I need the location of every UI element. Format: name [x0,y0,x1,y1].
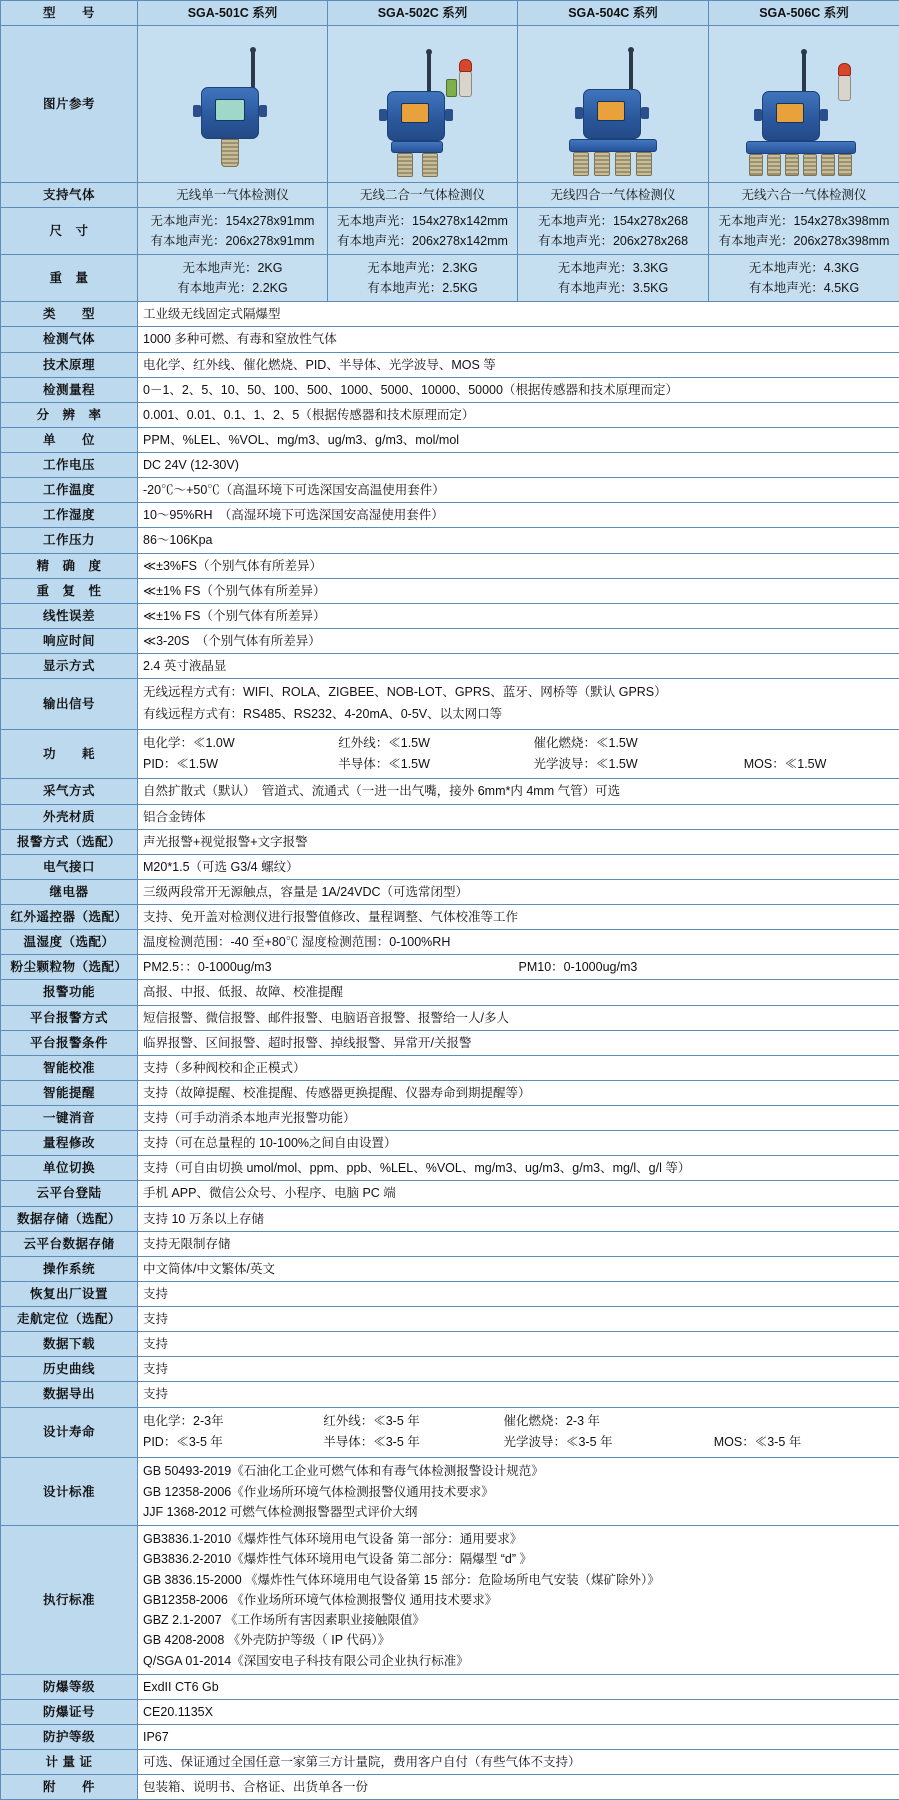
row-label-relay: 继电器 [1,879,138,904]
row-value-cloud-storage: 支持无限制存储 [138,1231,899,1256]
row-label-ir-remote: 红外遥控器（选配） [1,905,138,930]
row-label-display: 显示方式 [1,654,138,679]
power-blank1 [744,733,894,754]
table-row-smart-reminder [1,1080,899,1105]
table-row-platform-alarm-mode [1,1005,899,1030]
row-label-platform-alarm-mode: 平台报警方式 [1,1005,138,1030]
row-label-unit: 单 位 [1,427,138,452]
row-value-range-modify: 支持（可在总量程的 10-100%之间自由设置） [138,1131,899,1156]
table-row-cloud-login [1,1181,899,1206]
row-label-response-time: 响应时间 [1,628,138,653]
row-label-metrology-cert: 计 量 证 [1,1750,138,1775]
row-value-humidity: 10～95%RH （高湿环境下可选深国安高湿使用套件） [138,503,899,528]
table-row-sampling [1,779,899,804]
row-label-repeatability: 重 复 性 [1,578,138,603]
row-value-principle: 电化学、红外线、催化燃烧、PID、半导体、光学波导、MOS 等 [138,352,899,377]
dust-pm25: PM2.5：：0-1000ug/m3 [143,958,519,976]
weight-501c-line1: 无本地声光：2KG [143,258,322,278]
table-row-unit-switch [1,1156,899,1181]
row-label-dust: 粉尘颗粒物（选配） [1,955,138,980]
table-row-humidity [1,503,899,528]
product-image-506c [709,26,899,183]
row-value-ex-cert: CE20.1135X [138,1699,899,1724]
table-row-electrical-port [1,854,899,879]
table-row-temp-humidity-option [1,930,899,955]
row-label-model: 型 号 [1,1,138,26]
row-value-ip-rating: IP67 [138,1725,899,1750]
table-row-repeatability [1,578,899,603]
row-value-cloud-login: 手机 APP、微信公众号、小程序、电脑 PC 端 [138,1181,899,1206]
life-infrared: 红外线：≪3-5 年 [323,1411,503,1433]
row-value-data-export: 支持 [138,1382,899,1407]
exec-standard-1: GB3836.1-2010《爆炸性气体环境用电气设备 第一部分：通用要求》 [143,1529,894,1549]
row-label-accessories: 附 件 [1,1775,138,1800]
detector-illustration-quad [533,29,693,179]
table-row-display [1,654,899,679]
gas-support-501c: 无线单一气体检测仪 [138,183,328,208]
table-row-linearity [1,603,899,628]
table-row-pressure [1,528,899,553]
row-value-output-signal [138,679,899,730]
product-image-502c [328,26,518,183]
row-label-platform-alarm-condition: 平台报警条件 [1,1030,138,1055]
table-row-gps [1,1307,899,1332]
row-label-factory-reset: 恢复出厂设置 [1,1281,138,1306]
row-value-dust [138,955,899,980]
row-label-cloud-login: 云平台登陆 [1,1181,138,1206]
power-catalytic: 催化燃烧：≪1.5W [534,733,744,754]
table-row-voltage [1,453,899,478]
row-label-alarm-mode: 报警方式（选配） [1,829,138,854]
row-value-range: 0－1、2、5、10、50、100、500、1000、5000、10000、50000（根据传感器和技术原理而定） [138,377,899,402]
row-label-ip-rating: 防护等级 [1,1725,138,1750]
table-row-factory-reset [1,1281,899,1306]
gas-support-502c: 无线二合一气体检测仪 [328,183,518,208]
weight-506c-line1: 无本地声光：4.3KG [714,258,894,278]
life-blank1 [714,1411,894,1433]
size-504c-line1: 无本地声光：154x278x268 [523,211,703,231]
table-row-data-storage [1,1206,899,1231]
table-row-relay [1,879,899,904]
table-row-alarm-function [1,980,899,1005]
row-value-metrology-cert: 可选、保证通过全国任意一家第三方计量院，费用客户自付（有些气体不支持） [138,1750,899,1775]
row-value-repeatability: ≪±1% FS（个别气体有所差异） [138,578,899,603]
table-row-ir-remote [1,905,899,930]
row-value-alarm-function: 高报、中报、低报、故障、校准提醒 [138,980,899,1005]
row-value-response-time: ≪3-20S （个别气体有所差异） [138,628,899,653]
row-label-mute: 一键消音 [1,1106,138,1131]
table-row-size [1,208,899,255]
life-mos: MOS：≪3-5 年 [714,1432,894,1454]
row-value-display: 2.4 英寸液晶显 [138,654,899,679]
output-wired: 有线远程方式有：RS485、RS232、4-20mA、0-5V、以太网口等 [143,704,894,726]
table-row-response-time [1,628,899,653]
table-row-type [1,302,899,327]
output-wireless: 无线远程方式有：WIFI、ROLA、ZIGBEE、NOB-LOT、GPRS、蓝牙、网桥等（默认 GPRS） [143,682,894,704]
table-row-output-signal [1,679,899,730]
row-label-pressure: 工作压力 [1,528,138,553]
table-row-mute [1,1106,899,1131]
size-502c-line1: 无本地声光：154x278x142mm [333,211,512,231]
row-label-voltage: 工作电压 [1,453,138,478]
row-label-data-download: 数据下载 [1,1332,138,1357]
size-502c [328,208,518,255]
row-label-history-curve: 历史曲线 [1,1357,138,1382]
table-row-design-life [1,1407,899,1458]
table-row-weight [1,255,899,302]
row-value-detect-gas: 1000 多种可燃、有毒和窒放性气体 [138,327,899,352]
weight-506c-line2: 有本地声光：4.5KG [714,278,894,298]
dust-pm10: PM10：0-1000ug/m3 [519,958,895,976]
row-value-temp-humidity-option: 温度检测范围：-40 至+80℃ 湿度检测范围：0-100%RH [138,930,899,955]
row-value-os: 中文简体/中文繁体/英文 [138,1256,899,1281]
table-row-history-curve [1,1357,899,1382]
weight-506c [709,255,899,302]
row-value-smart-reminder: 支持（故障提醒、校准提醒、传感器更换提醒、仪器寿命到期提醒等） [138,1080,899,1105]
table-row-accessories [1,1775,899,1800]
size-502c-line2: 有本地声光：206x278x142mm [333,231,512,251]
weight-504c-line1: 无本地声光：3.3KG [523,258,703,278]
row-label-electrical-port: 电气接口 [1,854,138,879]
row-value-gps: 支持 [138,1307,899,1332]
table-row-image [1,26,899,183]
weight-502c-line1: 无本地声光：2.3KG [333,258,512,278]
row-label-smart-calibration: 智能校准 [1,1055,138,1080]
table-row-design-standard [1,1458,899,1526]
row-value-unit-switch: 支持（可自由切换 umol/mol、ppm、ppb、%LEL、%VOL、mg/m3、ug/m3、g/m3、mg/l、g/l 等） [138,1156,899,1181]
row-label-cloud-storage: 云平台数据存储 [1,1231,138,1256]
gas-support-504c: 无线四合一气体检测仪 [518,183,709,208]
row-label-range-modify: 量程修改 [1,1131,138,1156]
gas-support-506c: 无线六合一气体检测仪 [709,183,899,208]
detector-illustration-hex [724,29,884,179]
table-row-range [1,377,899,402]
design-standard-3: JJF 1368-2012 可燃气体检测报警器型式评价大纲 [143,1502,894,1522]
table-row-principle [1,352,899,377]
table-row-cloud-storage [1,1231,899,1256]
row-label-temp-humidity-option: 温湿度（选配） [1,930,138,955]
weight-501c [138,255,328,302]
row-label-type: 类 型 [1,302,138,327]
row-label-exec-standard: 执行标准 [1,1526,138,1675]
power-electrochemical: 电化学：≪1.0W [143,733,338,754]
table-row-housing [1,804,899,829]
row-value-smart-calibration: 支持（多种阀校和企正模式） [138,1055,899,1080]
row-value-accessories: 包装箱、说明书、合格证、出货单各一份 [138,1775,899,1800]
size-506c-line2: 有本地声光：206x278x398mm [714,231,894,251]
row-value-linearity: ≪±1% FS（个别气体有所差异） [138,603,899,628]
table-row-ex-cert [1,1699,899,1724]
row-value-temperature: -20℃～+50℃（高温环境下可选深国安高温使用套件） [138,478,899,503]
row-label-output-signal: 输出信号 [1,679,138,730]
model-504c: SGA-504C 系列 [518,1,709,26]
row-value-exec-standard [138,1526,899,1675]
row-value-voltage: DC 24V (12-30V) [138,453,899,478]
weight-501c-line2: 有本地声光：2.2KG [143,278,322,298]
life-optical: 光学波导：≪3-5 年 [503,1432,713,1454]
design-standard-2: GB 12358-2006《作业场所环境气体检测报警仪通用技术要求》 [143,1482,894,1502]
row-value-power [138,729,899,779]
size-506c [709,208,899,255]
model-506c: SGA-506C 系列 [709,1,899,26]
size-504c [518,208,709,255]
row-value-relay: 三级两段常开无源触点，容量是 1A/24VDC（可选常闭型） [138,879,899,904]
design-standard-1: GB 50493-2019《石油化工企业可燃气体和有毒气体检测报警设计规范》 [143,1461,894,1481]
table-row-ip-rating [1,1725,899,1750]
row-value-ex-rating: ExdII CT6 Gb [138,1674,899,1699]
table-row-os [1,1256,899,1281]
table-row-temperature [1,478,899,503]
life-catalytic: 催化燃烧：2-3 年 [503,1411,713,1433]
table-row-range-modify [1,1131,899,1156]
row-value-accuracy: ≪±3%FS（个别气体有所差异） [138,553,899,578]
exec-standard-4: GB12358-2006 《作业场所环境气体检测报警仪 通用技术要求》 [143,1590,894,1610]
row-label-data-storage: 数据存储（选配） [1,1206,138,1231]
row-value-data-storage: 支持 10 万条以上存储 [138,1206,899,1231]
size-506c-line1: 无本地声光：154x278x398mm [714,211,894,231]
table-row-exec-standard [1,1526,899,1675]
size-501c [138,208,328,255]
row-label-gps: 走航定位（选配） [1,1307,138,1332]
weight-502c-line2: 有本地声光：2.5KG [333,278,512,298]
detector-illustration-dual [343,29,503,179]
row-label-temperature: 工作温度 [1,478,138,503]
row-label-design-standard: 设计标准 [1,1458,138,1526]
row-label-gas-support: 支持气体 [1,183,138,208]
weight-504c [518,255,709,302]
life-electrochemical: 电化学：2-3年 [143,1411,323,1433]
row-label-smart-reminder: 智能提醒 [1,1080,138,1105]
row-value-sampling: 自然扩散式（默认） 管道式、流通式（一进一出气嘴，接外 6mm*内 4mm 气管）可选 [138,779,899,804]
life-pid: PID：≪3-5 年 [143,1432,323,1454]
table-row-detect-gas [1,327,899,352]
row-label-design-life: 设计寿命 [1,1407,138,1458]
row-value-ir-remote: 支持、免开盖对检测仪进行报警值修改、量程调整、气体校准等工作 [138,905,899,930]
exec-standard-5: GBZ 2.1-2007 《工作场所有害因素职业接触限值》 [143,1610,894,1630]
row-label-detect-gas: 检测气体 [1,327,138,352]
exec-standard-7: Q/SGA 01-2014《深国安电子科技有限公司企业执行标准》 [143,1651,894,1671]
row-label-alarm-function: 报警功能 [1,980,138,1005]
row-value-housing: 铝合金铸体 [138,804,899,829]
table-row-power [1,729,899,779]
product-image-501c [138,26,328,183]
table-row-alarm-mode [1,829,899,854]
row-label-sampling: 采气方式 [1,779,138,804]
table-row-resolution [1,402,899,427]
row-value-electrical-port: M20*1.5（可选 G3/4 螺纹） [138,854,899,879]
table-row-smart-calibration [1,1055,899,1080]
life-semiconductor: 半导体：≪3-5 年 [323,1432,503,1454]
detector-illustration-single [153,29,313,179]
row-label-housing: 外壳材质 [1,804,138,829]
row-label-unit-switch: 单位切换 [1,1156,138,1181]
size-501c-line2: 有本地声光：206x278x91mm [143,231,322,251]
row-label-ex-cert: 防爆证号 [1,1699,138,1724]
row-value-pressure: 86～106Kpa [138,528,899,553]
table-row-unit [1,427,899,452]
power-infrared: 红外线：≪1.5W [338,733,533,754]
row-label-size: 尺 寸 [1,208,138,255]
product-image-504c [518,26,709,183]
exec-standard-6: GB 4208-2008 《外壳防护等级（ IP 代码）》 [143,1630,894,1650]
row-value-platform-alarm-mode: 短信报警、微信报警、邮件报警、电脑语音报警、报警给一人/多人 [138,1005,899,1030]
row-value-history-curve: 支持 [138,1357,899,1382]
model-501c: SGA-501C 系列 [138,1,328,26]
table-row-metrology-cert [1,1750,899,1775]
row-label-weight: 重 量 [1,255,138,302]
row-value-factory-reset: 支持 [138,1281,899,1306]
size-501c-line1: 无本地声光：154x278x91mm [143,211,322,231]
power-semiconductor: 半导体：≪1.5W [338,754,533,775]
row-value-mute: 支持（可手动消杀本地声光报警功能） [138,1106,899,1131]
table-row-accuracy [1,553,899,578]
row-label-image: 图片参考 [1,26,138,183]
row-label-data-export: 数据导出 [1,1382,138,1407]
row-value-resolution: 0.001、0.01、0.1、1、2、5（根据传感器和技术原理而定） [138,402,899,427]
weight-502c [328,255,518,302]
exec-standard-2: GB3836.2-2010《爆炸性气体环境用电气设备 第二部分：隔爆型 “d” 》 [143,1549,894,1569]
row-label-power: 功 耗 [1,729,138,779]
model-502c: SGA-502C 系列 [328,1,518,26]
table-row-dust [1,955,899,980]
row-value-unit: PPM、%LEL、%VOL、mg/m3、ug/m3、g/m3、mol/mol [138,427,899,452]
table-row-data-download [1,1332,899,1357]
row-label-linearity: 线性误差 [1,603,138,628]
power-pid: PID：≪1.5W [143,754,338,775]
row-label-os: 操作系统 [1,1256,138,1281]
table-row-data-export [1,1382,899,1407]
row-value-data-download: 支持 [138,1332,899,1357]
row-value-alarm-mode: 声光报警+视觉报警+文字报警 [138,829,899,854]
row-label-ex-rating: 防爆等级 [1,1674,138,1699]
row-label-humidity: 工作湿度 [1,503,138,528]
exec-standard-3: GB 3836.15-2000 《爆炸性气体环境用电气设备第 15 部分：危险场所电气安装（煤矿除外）》 [143,1570,894,1590]
power-optical: 光学波导：≪1.5W [534,754,744,775]
weight-504c-line2: 有本地声光：3.5KG [523,278,703,298]
power-mos: MOS：≪1.5W [744,754,894,775]
table-row-gas-support [1,183,899,208]
table-row-model [1,1,899,26]
table-row-ex-rating [1,1674,899,1699]
row-value-type: 工业级无线固定式隔爆型 [138,302,899,327]
row-label-accuracy: 精 确 度 [1,553,138,578]
row-value-design-life [138,1407,899,1458]
row-value-platform-alarm-condition: 临界报警、区间报警、超时报警、掉线报警、异常开/关报警 [138,1030,899,1055]
row-value-design-standard [138,1458,899,1526]
table-row-platform-alarm-condition [1,1030,899,1055]
size-504c-line2: 有本地声光：206x278x268 [523,231,703,251]
row-label-resolution: 分 辨 率 [1,402,138,427]
row-label-range: 检测量程 [1,377,138,402]
row-label-principle: 技术原理 [1,352,138,377]
